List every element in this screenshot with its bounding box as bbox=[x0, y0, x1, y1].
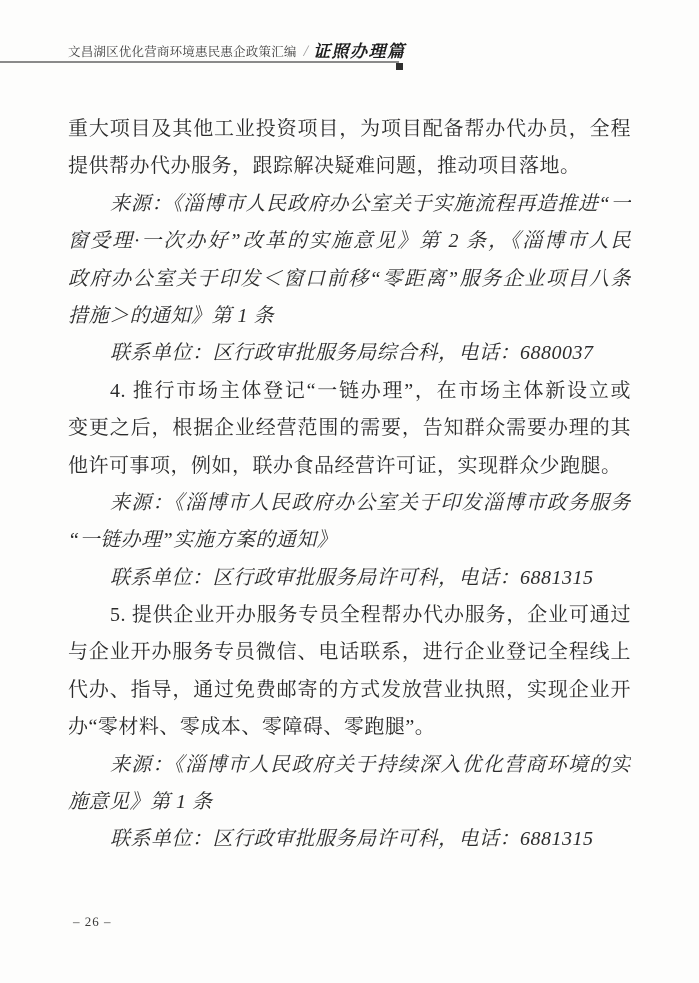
text-line: 来源：《淄博市人民政府办公室关于印发淄博市政务服务 bbox=[110, 491, 631, 514]
text-line: 联系单位：区行政审批服务局许可科，电话：6881315 bbox=[110, 828, 594, 851]
text-line: 他许可事项，例如，联办食品经营许可证，实现群众少跑腿。 bbox=[68, 454, 622, 477]
text-line: “一链办理”实施方案的通知》 bbox=[68, 529, 338, 552]
body-text bbox=[68, 111, 631, 859]
text-line: 联系单位：区行政审批服务局许可科，电话：6881315 bbox=[110, 566, 594, 589]
text-line: 提供帮办代办服务，跟踪解决疑难问题，推动项目落地。 bbox=[68, 155, 581, 178]
text-line: 政府办公室关于印发＜窗口前移“零距离”服务企业项目八条 bbox=[68, 267, 631, 290]
text-line: 4. 推行市场主体登记“一链办理”，在市场主体新设立或 bbox=[110, 379, 631, 402]
text-line: 与企业开办服务专员微信、电话联系，进行企业登记全程线上 bbox=[68, 641, 631, 664]
header-section-title: 证照办理篇 bbox=[313, 42, 406, 61]
header-end-marker bbox=[396, 63, 403, 70]
text-line: 重大项目及其他工业投资项目，为项目配备帮办代办员，全程 bbox=[68, 118, 631, 140]
text-line: 联系单位：区行政审批服务局综合科，电话：6880037 bbox=[110, 342, 594, 365]
text-line: 窗受理·一次办好”改革的实施意见》第 2 条，《淄博市人民 bbox=[68, 230, 631, 253]
text-line: 5. 提供企业开办服务专员全程帮办代办服务，企业可通过 bbox=[110, 604, 631, 627]
page-header bbox=[68, 42, 406, 60]
text-line: 措施＞的通知》第 1 条 bbox=[68, 304, 274, 327]
text-line: 办“零材料、零成本、零障碍、零跑腿”。 bbox=[68, 716, 436, 739]
text-line: 来源：《淄博市人民政府关于持续深入优化营商环境的实 bbox=[110, 753, 631, 776]
text-line: 代办、指导，通过免费邮寄的方式发放营业执照，实现企业开 bbox=[68, 678, 631, 701]
text-line: 施意见》第 1 条 bbox=[68, 791, 213, 814]
header-rule-divider bbox=[0, 61, 399, 63]
text-line: 变更之后，根据企业经营范围的需要，告知群众需要办理的其 bbox=[68, 417, 631, 440]
header-title: 文昌湖区优化营商环境惠民惠企政策汇编 bbox=[68, 44, 297, 59]
header-separator: / bbox=[303, 43, 309, 60]
text-line: 来源：《淄博市人民政府办公室关于实施流程再造推进“一 bbox=[110, 192, 631, 215]
page-number: – 26 – bbox=[73, 914, 112, 929]
